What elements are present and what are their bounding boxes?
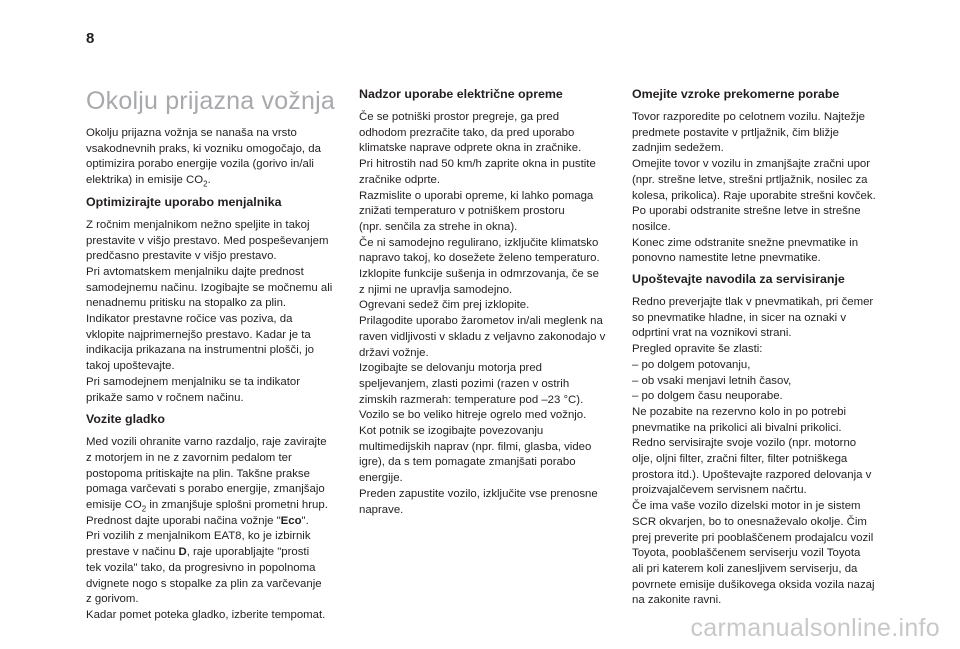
text-line: kolesa, prikolica). Raje uporabite strešni kovček. xyxy=(632,189,876,202)
text-line: prej preverite pri pooblaščenem prodajalcu vozil xyxy=(632,531,874,544)
text-line: Prilagodite uporabo žarometov in/ali meglenk na xyxy=(359,315,603,328)
text-line: Omejite tovor v vozilu in zmanjšajte zračni upor xyxy=(632,158,871,171)
text-line: vsakodnevnih praks, ki vozniku omogočajo, da xyxy=(86,142,321,155)
text-line: državi vožnje. xyxy=(359,346,429,359)
text-line: Izklopite funkcije sušenja in odmrzovanja, če se xyxy=(359,268,599,281)
text-fragment: emisije CO xyxy=(86,499,142,512)
text-line: Po uporabi odstranite strešne letve in strešne xyxy=(632,205,861,218)
text-line xyxy=(86,514,348,530)
heading-gear: Optimizirajte uporabo menjalnika xyxy=(86,194,282,209)
consumption-paragraph xyxy=(632,110,894,267)
text-line: Med vozili ohranite varno razdaljo, raje zavirajte xyxy=(86,436,327,449)
text-line: raven vidljivosti v skladu z veljavno zakonodajo v xyxy=(359,330,606,343)
text-line: Redno servisirajte svoje vozilo (npr. motorno xyxy=(632,437,857,450)
subscript: 2 xyxy=(203,179,208,189)
text-line: Tovor razporedite po celotnem vozilu. Najtežje xyxy=(632,111,865,123)
text-line: Indikator prestavne ročice vas poziva, da xyxy=(86,313,293,326)
text-line: Pri samodejnem menjalniku se ta indikator xyxy=(86,375,300,388)
text-line: postopoma pritiskajte na plin. Takšne prakse xyxy=(86,467,310,480)
text-line: prostora itd.). Upoštevajte razpored delovanja v xyxy=(632,468,872,481)
text-line: povrnete emisije dušikovega oksida vozila nazaj xyxy=(632,578,875,591)
text-line: igre), da s tem pomagate zmanjšati porabo xyxy=(359,456,576,469)
text-line: dvignete nogo s stopalke za plin za varčevanje xyxy=(86,577,322,590)
text-line: ponovno namestite letne pnevmatike. xyxy=(632,252,821,265)
text-line: naprave. xyxy=(359,503,404,516)
eco-label: Eco xyxy=(280,514,302,527)
text-line: Pri hitrostih nad 50 km/h zaprite okna in pustite xyxy=(359,158,596,171)
text-line: Okolju prijazna vožnja se nanaša na vrsto xyxy=(86,127,297,139)
text-line: energije. xyxy=(359,472,403,485)
service-paragraph xyxy=(632,295,894,609)
text-line: Pregled opravite še zlasti: xyxy=(632,343,763,356)
text-line: – ob vsaki menjavi letnih časov, xyxy=(632,374,792,387)
text-line: – po dolgem času neuporabe. xyxy=(632,390,783,403)
column-2 xyxy=(359,86,621,522)
text-line: prikaže samo v ročnem načinu. xyxy=(86,391,244,404)
text-line: Razmislite o uporabi opreme, ki lahko pomaga xyxy=(359,189,594,202)
text-line: vklopite najprimernejšo prestavo. Kadar je ta xyxy=(86,328,311,341)
text-line: Kadar pomet poteka gladko, izberite tempomat. xyxy=(86,608,326,621)
text-line: Vozilo se bo veliko hitreje ogrelo med vožnjo. xyxy=(359,409,587,422)
watermark: carmanualsonline.info xyxy=(690,614,940,642)
text-line: tek vozila" tako, da progresivno in popolnoma xyxy=(86,561,316,574)
text-line: nosilce. xyxy=(632,220,671,233)
text-line: Ogrevani sedež čim prej izklopite. xyxy=(359,299,530,312)
text-line xyxy=(86,173,348,189)
text-line: (npr. strešne letve, strešni prtljažnik, nosilec za xyxy=(632,173,868,186)
text-line: zimskih razmerah: temperature pod –23 °C). xyxy=(359,393,584,406)
text-line: predmete postavite v prtljažnik, čim bližje xyxy=(632,126,840,139)
text-line: optimizira porabo energije vozila (gorivo in/ali xyxy=(86,158,314,171)
text-line: Če ni samodejno regulirano, izključite klimatsko xyxy=(359,236,599,249)
text-line: olje, oljni filter, zračni filter, filter potniškega xyxy=(632,453,848,466)
text-fragment: elektrika) in emisije CO xyxy=(86,174,204,187)
text-line: z njimi ne upravlja samodejno. xyxy=(359,283,513,296)
text-line: Pri avtomatskem menjalniku dajte prednost xyxy=(86,265,304,278)
text-fragment: . xyxy=(207,174,211,187)
text-line: zračnike odprte. xyxy=(359,173,441,186)
text-line: (npr. senčila za strehe in okna). xyxy=(359,220,518,233)
text-line: Konec zime odstranite snežne pnevmatike in xyxy=(632,236,859,249)
text-line: indikacija prikazana na instrumentni plošči, jo xyxy=(86,344,314,357)
text-line: Toyota, pooblaščenem serviserju vozil Toyota xyxy=(632,547,861,560)
text-line: multimedijskih naprav (npr. filmi, glasba, video xyxy=(359,440,592,453)
heading-consumption: Omejite vzroke prekomerne porabe xyxy=(632,87,840,101)
intro-paragraph xyxy=(86,126,348,189)
text-line: pnevmatike na prikolici ali bivalni prikolici. xyxy=(632,421,842,434)
column-3 xyxy=(632,86,894,613)
text-line: odhodom prezračite tako, da pred uporabo xyxy=(359,126,575,139)
text-line: predčasno prestavite v višjo prestavo. xyxy=(86,250,277,263)
page-title: Okolju prijazna vožnja xyxy=(86,87,335,115)
text-line: odprtini vrat na voznikovi strani. xyxy=(632,327,792,340)
column-1 xyxy=(86,86,348,628)
heading-service: Upoštevajte navodila za servisiranje xyxy=(632,272,845,287)
gear-paragraph xyxy=(86,218,348,406)
text-line: Kot potnik se izogibajte povezovanju xyxy=(359,425,544,438)
text-line: zadnjim sedežem. xyxy=(632,142,724,155)
text-line: Izogibajte se delovanju motorja pred xyxy=(359,362,542,375)
text-line: znižati temperaturo v potniškem prostoru xyxy=(359,205,565,218)
text-line: napravo takoj, ko dosežete želeno temperaturo. xyxy=(359,252,600,265)
equipment-paragraph xyxy=(359,110,621,518)
text-line: Če se potniški prostor pregreje, ga pred xyxy=(359,111,560,123)
text-line: so pnevmatike hladne, in sicer na oznaki v xyxy=(632,311,847,324)
heading-smooth: Vozite gladko xyxy=(86,412,165,427)
text-line xyxy=(86,498,348,514)
text-fragment: in zmanjšuje splošni prometni hrup. xyxy=(146,499,328,512)
text-line: proizvajalčevem servisnem načrtu. xyxy=(632,484,807,497)
text-line: z gorivom. xyxy=(86,593,139,606)
text-fragment: prestave v načinu xyxy=(86,546,179,559)
page-number: 8 xyxy=(86,30,95,47)
text-fragment: , raje uporabljajte "prosti xyxy=(186,546,310,559)
text-line: Preden zapustite vozilo, izključite vse prenosne xyxy=(359,487,598,500)
text-line: klimatske naprave odprete okna in zračnike. xyxy=(359,142,582,155)
text-line: Pri vozilih z menjalnikom EAT8, ko je izbirnik xyxy=(86,530,311,543)
text-line: na zakonite ravni. xyxy=(632,594,722,607)
text-line: z motorjem in ne z zavornim pedalom ter xyxy=(86,451,292,464)
text-line: takoj upoštevajte. xyxy=(86,360,175,373)
text-line: speljevanjem, zlasti pozimi (razen v ostrih xyxy=(359,377,570,390)
drive-mode-label: D xyxy=(178,546,187,559)
text-line: Z ročnim menjalnikom nežno speljite in takoj xyxy=(86,218,310,231)
text-line xyxy=(86,545,348,561)
text-line: Redno preverjajte tlak v pnevmatikah, pri čemer xyxy=(632,296,874,309)
text-line: ali pri katerem koli zanesljivem serviserju, da xyxy=(632,562,858,575)
heading-equipment: Nadzor uporabe električne opreme xyxy=(359,87,563,101)
text-line: Ne pozabite na rezervno kolo in po potrebi xyxy=(632,405,847,418)
text-line: samodejnemu načinu. Izogibajte se močnemu ali xyxy=(86,281,333,294)
text-line: SCR okvarjen, bo to onesnaževalo okolje. Čim xyxy=(632,515,867,528)
text-fragment: ". xyxy=(301,514,309,527)
text-line: nenadnemu pritisku na stopalko za plin. xyxy=(86,297,287,310)
text-line: – po dolgem potovanju, xyxy=(632,358,751,371)
text-fragment: Prednost dajte uporabi načina vožnje " xyxy=(86,514,281,527)
text-line: Če ima vaše vozilo dizelski motor in je sistem xyxy=(632,500,861,513)
smooth-paragraph xyxy=(86,435,348,623)
text-line: prestavite v višjo prestavo. Med pospeševanjem xyxy=(86,234,329,247)
subscript: 2 xyxy=(141,504,147,514)
text-line: pomaga varčevati s porabo energije, zmanjšajo xyxy=(86,483,325,496)
